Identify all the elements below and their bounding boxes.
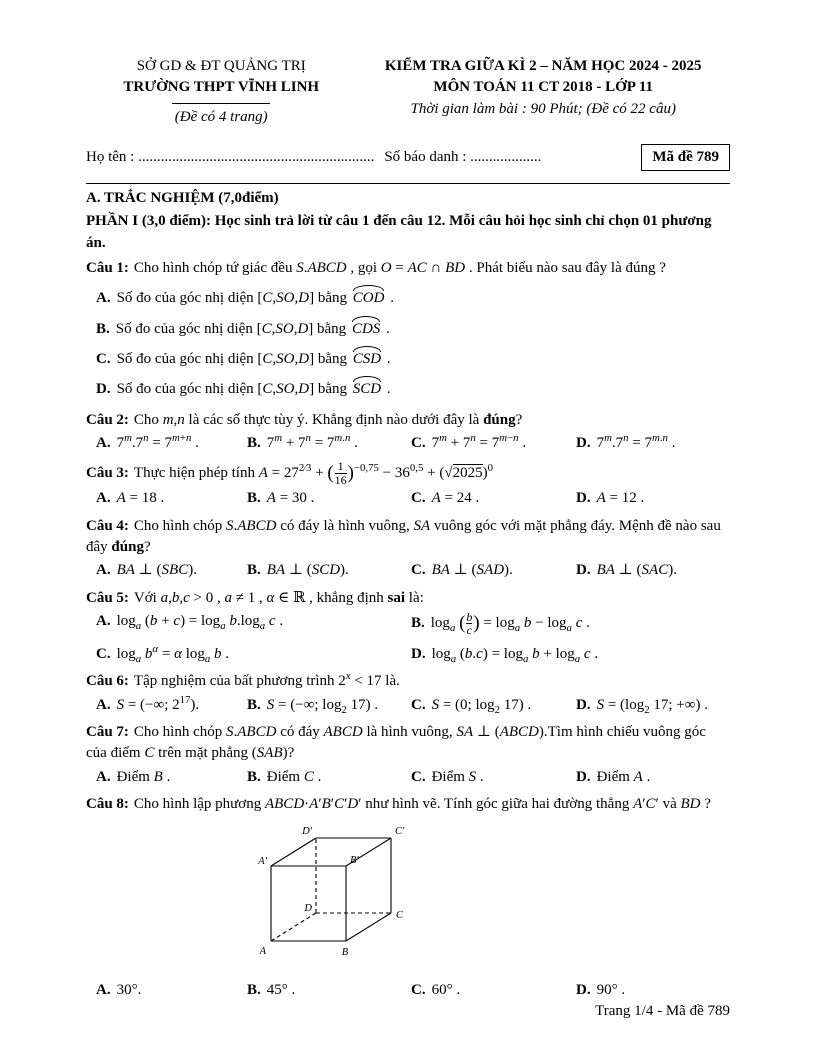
question-2 bbox=[86, 410, 730, 455]
option-d: D. Số đo của góc nhị diện [C,SO,D] bằng SCD . bbox=[96, 379, 730, 400]
question-1 bbox=[86, 258, 730, 400]
exam-header bbox=[86, 56, 730, 128]
cube-svg bbox=[241, 823, 426, 961]
option-a: A. BA ⊥ (SBC). bbox=[96, 562, 197, 579]
question-7 bbox=[86, 722, 730, 788]
student-info-row bbox=[86, 144, 730, 171]
option-d: D. A = 12 . bbox=[576, 490, 645, 507]
option-b: B. $\log_a$ ( $\frac{b}{c}$ ) = $\log_a b - \log_a c$ . bbox=[411, 609, 590, 638]
question-3-stem: Câu 3: Thực hiện phép tính $A = 27^{2⁄3}$ + ( $\frac{1}{16}$ )$^{-0,75} - 36^{0,5} + (√2025)^0$ bbox=[86, 459, 493, 487]
vertex-label-c: C bbox=[396, 910, 404, 922]
option-c: C. $7^m + 7^n = 7^{m-n}$ . bbox=[411, 431, 527, 451]
part-1-instructions bbox=[86, 211, 730, 254]
header-left bbox=[86, 56, 356, 128]
question-1-stem: Câu 1: Cho hình chóp tứ giác đều S.ABCD , gọi O = AC ∩ BD . Phát biểu nào sau đây là đúng ? bbox=[86, 260, 666, 277]
question-5 bbox=[86, 588, 730, 666]
vertex-label-a: A bbox=[259, 946, 266, 958]
question-8-options bbox=[86, 980, 730, 1001]
page-footer: Trang 1/4 - Mã đề 789 bbox=[595, 1002, 730, 1019]
option-b: B. Số đo của góc nhị diện [C,SO,D] bằng CDS . bbox=[96, 319, 730, 340]
option-b: B. BA ⊥ (SCD). bbox=[247, 562, 349, 579]
option-c: C. Số đo của góc nhị diện [C,SO,D] bằng CSD . bbox=[96, 349, 730, 370]
section-a-heading: A. TRẮC NGHIỆM (7,0điểm) bbox=[86, 190, 279, 207]
vertex-label-c-prime: C′ bbox=[395, 826, 405, 838]
vertex-label-b-prime: B′ bbox=[350, 855, 359, 867]
option-a: A. Số đo của góc nhị diện [C,SO,D] bằng COD . bbox=[96, 288, 730, 309]
option-b: B. A = 30 . bbox=[247, 490, 315, 507]
question-6 bbox=[86, 671, 730, 716]
vertex-label-b: B bbox=[341, 947, 349, 959]
option-a: A. $\log_a (b + c) = \log_a b.\log_a$ c . bbox=[96, 612, 284, 632]
option-c: C. A = 24 . bbox=[411, 490, 480, 507]
school-name: TRƯỜNG THPT VĨNH LINH bbox=[123, 79, 320, 96]
option-a: A. S = (−∞; $2^{17}$). bbox=[96, 693, 200, 713]
question-5-options bbox=[86, 611, 730, 665]
part-1-label: PHẦN I (3,0 điểm): bbox=[86, 213, 211, 230]
option-d: D. 90° . bbox=[576, 982, 626, 999]
question-8-stem: Câu 8: Cho hình lập phương ABCD·A′B′C′D′ như hình vẽ. Tính góc giữa hai đường thẳng A′C′ và BD ? bbox=[86, 795, 711, 812]
exam-duration: Thời gian làm bài : 90 Phút; (Đề có 22 câu) bbox=[410, 100, 676, 117]
vertex-label-d: D bbox=[304, 903, 312, 915]
question-5-stem: Câu 5: Với a,b,c > 0 , a ≠ 1 , α ∈ ℝ , khẳng định sai là: bbox=[86, 589, 424, 606]
question-8 bbox=[86, 794, 730, 1002]
option-d: D. Điểm A . bbox=[576, 768, 651, 785]
question-4 bbox=[86, 516, 730, 582]
exam-code-box: Mã đề 789 bbox=[641, 144, 730, 171]
question-7-stem: Câu 7: Cho hình chóp S.ABCD có đáy ABCD là hình vuông, SA ⊥ (ABCD).Tìm hình chiếu vuông góc của điểm C trên mặt phẳng (SAB)? bbox=[86, 723, 706, 762]
option-b: B. S = (−∞; $\log_2 17$) . bbox=[247, 696, 379, 716]
cube-figure bbox=[241, 823, 730, 968]
vertex-label-a-prime: A′ bbox=[258, 856, 267, 868]
question-1-options bbox=[86, 288, 730, 400]
question-7-options bbox=[86, 767, 730, 788]
option-a: A. 30°. bbox=[96, 982, 142, 999]
question-3-options bbox=[86, 488, 730, 509]
option-b: B. $7^m + 7^n = 7^{m.n}$ . bbox=[247, 431, 358, 451]
header-divider bbox=[172, 103, 270, 104]
option-a: A. Điểm B . bbox=[96, 768, 171, 785]
issuing-department: SỞ GD & ĐT QUẢNG TRỊ bbox=[136, 58, 306, 74]
question-3 bbox=[86, 460, 730, 509]
exam-subject: MÔN TOÁN 11 CT 2018 - LỚP 11 bbox=[433, 79, 654, 96]
option-b: B. Điểm C . bbox=[247, 768, 322, 785]
student-id-field: Số báo danh : ................... bbox=[384, 148, 542, 165]
header-right bbox=[356, 56, 730, 128]
option-d: D. BA ⊥ (SAC). bbox=[576, 562, 677, 579]
question-6-stem: Câu 6: Tập nghiệm của bất phương trình $2^x < 17$ là. bbox=[86, 670, 400, 690]
exam-title: KIỂM TRA GIỮA KÌ 2 – NĂM HỌC 2024 - 2025 bbox=[384, 58, 702, 74]
section-divider bbox=[86, 183, 730, 184]
option-a: A. $7^m.7^n = 7^{m+n}$ . bbox=[96, 431, 199, 451]
option-b: B. 45° . bbox=[247, 982, 296, 999]
option-c: C. Điểm S . bbox=[411, 768, 484, 785]
student-name-field: Họ tên : ............................................................... bbox=[86, 148, 375, 165]
option-c: C. 60° . bbox=[411, 982, 461, 999]
question-4-options bbox=[86, 560, 730, 581]
vertex-label-d-prime: D′ bbox=[302, 826, 312, 838]
option-c: C. BA ⊥ (SAD). bbox=[411, 562, 513, 579]
option-a: A. A = 18 . bbox=[96, 490, 165, 507]
question-4-stem: Câu 4: Cho hình chóp S.ABCD có đáy là hình vuông, SA vuông góc với mặt phẳng đáy. Mệnh đề nào sau đây đúng? bbox=[86, 517, 721, 555]
option-d: D. $S = (\log_2$ 17; +∞) . bbox=[576, 696, 708, 716]
question-2-stem: Câu 2: Cho m,n là các số thực tùy ý. Khẳng định nào dưới đây là đúng? bbox=[86, 411, 523, 428]
option-d: D. $\log_a (b.c) = \log_a b + \log_a c$ . bbox=[411, 646, 599, 666]
question-6-options bbox=[86, 695, 730, 716]
option-c: C. $\log_a b^\alpha = \alpha$ $\log_a b$ . bbox=[96, 643, 230, 666]
pages-note: (Đề có 4 trang) bbox=[174, 108, 268, 125]
question-2-options bbox=[86, 433, 730, 454]
option-d: D. $7^m.7^n = 7^{m.n}$ . bbox=[576, 431, 676, 451]
part-1-text: Học sinh trả lời từ câu 1 đến câu 12. Mỗi câu hỏi học sinh chỉ chọn 01 phương án. bbox=[86, 213, 712, 251]
option-c: C. S = (0; $\log_2 17$) . bbox=[411, 696, 532, 716]
